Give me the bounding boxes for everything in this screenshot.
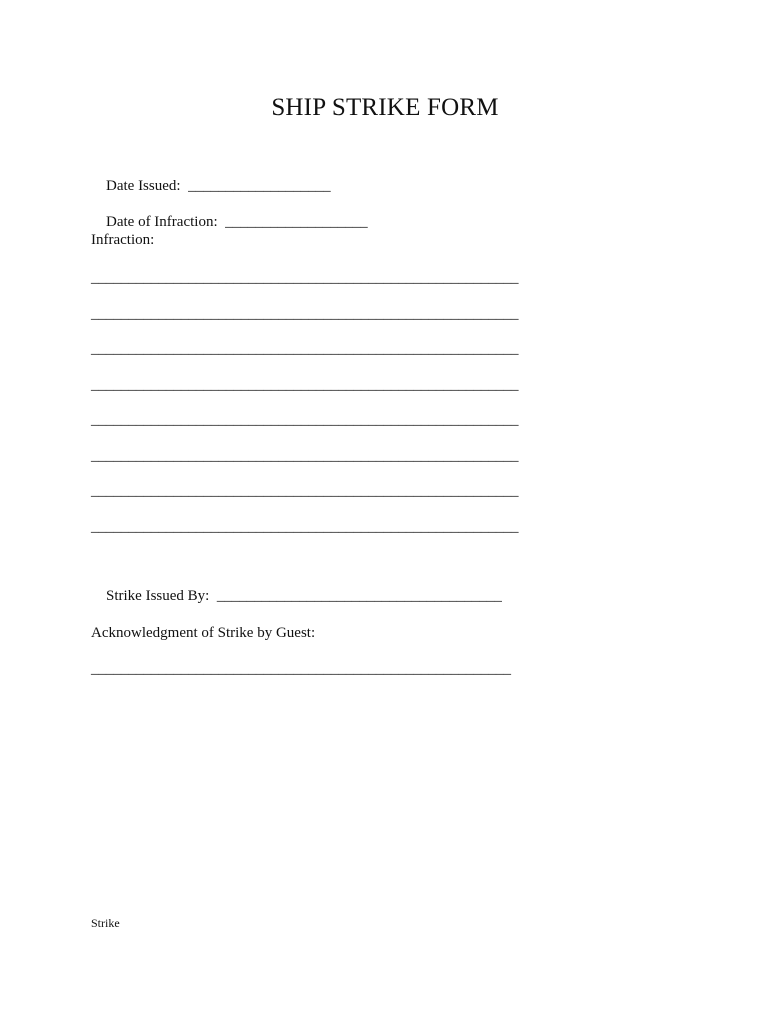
- infraction-line[interactable]: _________________________________________________________: [91, 377, 519, 393]
- acknowledgment-field[interactable]: ________________________________________________________: [91, 661, 511, 677]
- date-issued-label: Date Issued:: [106, 178, 181, 194]
- strike-issued-by-row: [91, 569, 502, 623]
- strike-issued-by-label: Strike Issued By:: [106, 588, 210, 604]
- strike-issued-by-field[interactable]: ______________________________________: [216, 588, 502, 604]
- infraction-line[interactable]: _________________________________________________________: [91, 519, 519, 535]
- date-of-infraction-label: Date of Infraction:: [106, 214, 218, 230]
- infraction-line[interactable]: _________________________________________________________: [91, 412, 519, 428]
- page-title: SHIP STRIKE FORM: [271, 94, 499, 121]
- infraction-line[interactable]: _________________________________________________________: [91, 483, 519, 499]
- infraction-line[interactable]: _________________________________________________________: [91, 306, 519, 322]
- footer-text: Strike: [91, 916, 120, 930]
- infraction-line[interactable]: _________________________________________________________: [91, 448, 519, 464]
- date-issued-field[interactable]: ___________________: [188, 178, 331, 194]
- infraction-line[interactable]: _________________________________________________________: [91, 270, 519, 286]
- infraction-line[interactable]: _________________________________________________________: [91, 341, 519, 357]
- infraction-label: Infraction:: [91, 232, 155, 248]
- acknowledgment-label: Acknowledgment of Strike by Guest:: [91, 625, 316, 641]
- date-of-infraction-field[interactable]: ___________________: [225, 214, 368, 230]
